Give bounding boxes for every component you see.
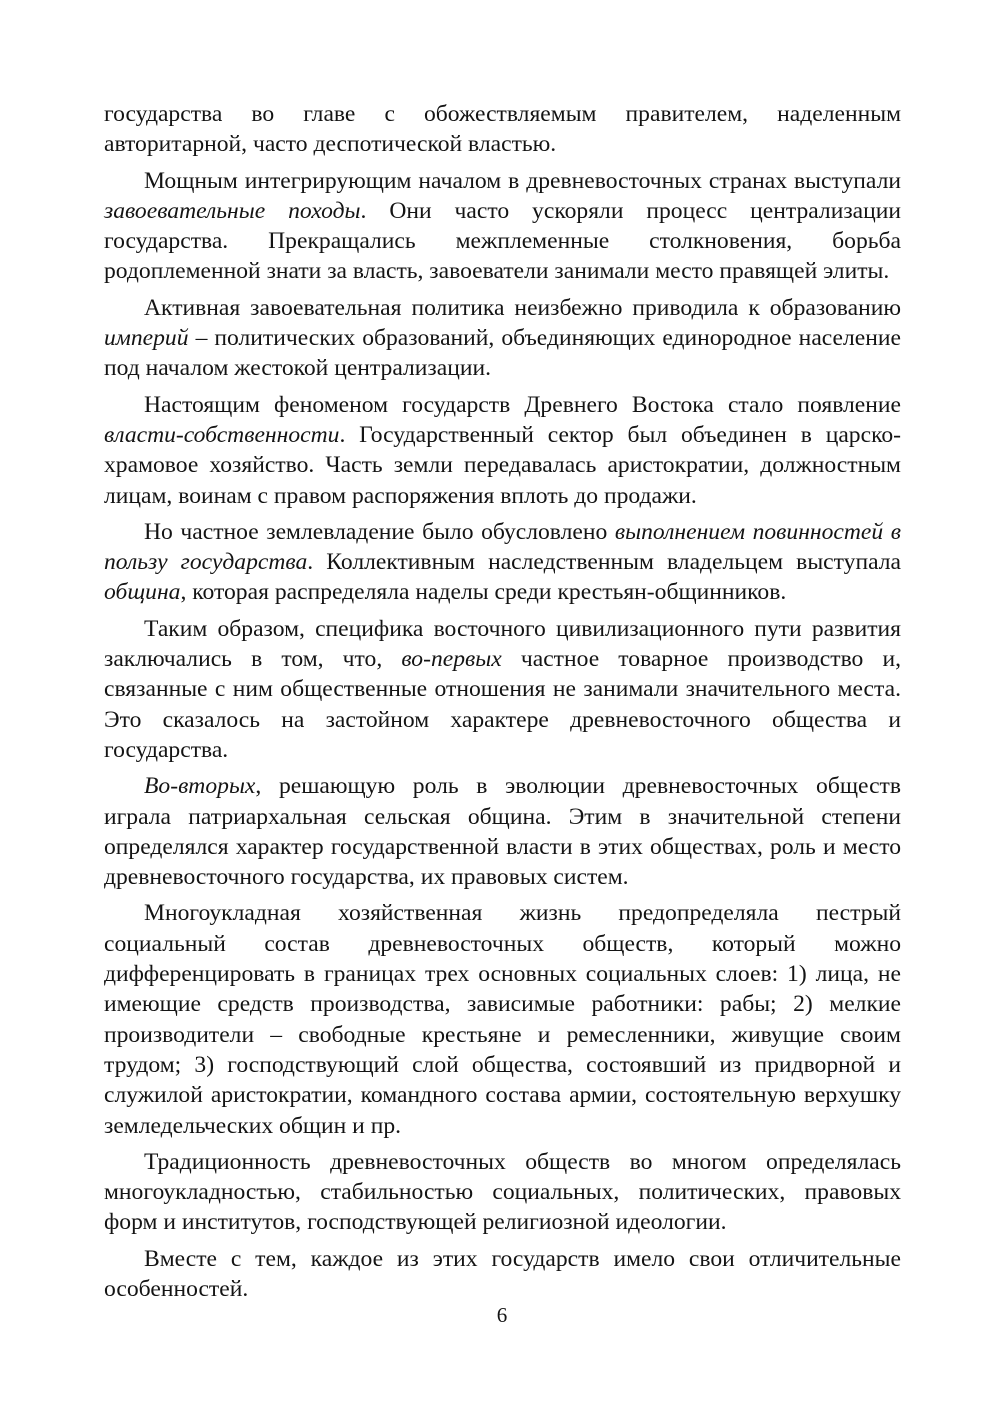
text-segment: государства во главе с обожествляемым правителем, наделенным авторитарной, часто деспотической властью. [104,101,901,158]
text-segment: , которая распределяла наделы среди крестьян-общинников. [180,579,787,606]
paragraph-3 [104,293,901,384]
paragraph-1 [104,99,901,160]
text-segment: Настоящим феноменом государств Древнего Востока стало появление [144,391,901,418]
page-number: 6 [496,1303,508,1327]
text-segment: Активная завоевательная политика неизбежно приводила к образованию [144,294,901,321]
text-segment: частное товарное производство и, связанные с ним общественные отношения не занимали значительного места. Это сказалось на застойном характере древневосточного общества и государства. [104,646,902,763]
paragraph-2 [104,166,901,287]
italic-term: выполнением повинностей в пользу государства [104,518,901,576]
paragraph-5 [104,517,901,608]
text-segment: – политических образований, объединяющих единородное население под началом жестокой централизации. [104,325,901,382]
paragraph-9 [104,1147,901,1238]
italic-term: завоевательные походы [104,197,361,224]
text-segment: Многоукладная хозяйственная жизнь предопределяла пестрый социальный состав древневосточных обществ, который можно дифференцировать в границах трех основных социальных слоев: 1) лица, не имеющие средств производства, зависимые работники: рабы; 2) мелкие производители – свободные крестьяне и ремесленники, живущие своим трудом; 3) господствующий слой общества, состоявший из придворной и служилой аристократии, командного состава армии, состоятельную верхушку земледельческих общин и пр. [104,900,901,1139]
paragraph-6 [104,614,901,765]
text-segment: Вместе с тем, каждое из этих государств имело свои отличительные особенностей. [104,1245,901,1302]
paragraph-7 [104,771,901,892]
text-segment: . Они часто ускоряли процесс централизации государства. Прекращались межплеменные столкновения, борьба родоплеменной знати за власть, завоеватели занимали место правящей элиты. [104,197,901,285]
italic-term: власти-собственности [104,421,340,448]
text-segment: Мощным интегрирующим началом в древневосточных странах выступали [144,167,901,194]
paragraph-8 [104,898,901,1140]
text-segment: Таким образом, специфика восточного цивилизационного пути развития заключались в том, что, [104,615,901,673]
text-segment: . Государственный сектор был объединен в царско-храмовое хозяйство. Часть земли передавалась аристократии, должностным лицам, воинам с правом распоряжения вплоть до продажи. [104,421,901,509]
document-page [104,99,901,1310]
paragraph-10 [104,1244,901,1305]
italic-term: во-первых [401,646,502,673]
italic-term: Во-вторых [144,773,256,800]
italic-term: община [104,579,181,606]
italic-term: империй [104,325,189,352]
text-segment: , решающую роль в эволюции древневосточных обществ играла патриархальная сельская община. Этим в значительной степени определялся характер государственной власти в этих обществах, роль и место древневосточного государства, их правовых систем. [104,773,901,891]
paragraph-4 [104,390,901,511]
text-segment: Но частное землевладение было обусловлено [144,518,615,545]
text-segment: Традиционность древневосточных обществ во многом определялась многоукладностью, стабильностью социальных, политических, правовых форм и институтов, господствующей религиозной идеологии. [104,1148,901,1236]
text-segment: . Коллективным наследственным владельцем выступала [307,549,901,576]
